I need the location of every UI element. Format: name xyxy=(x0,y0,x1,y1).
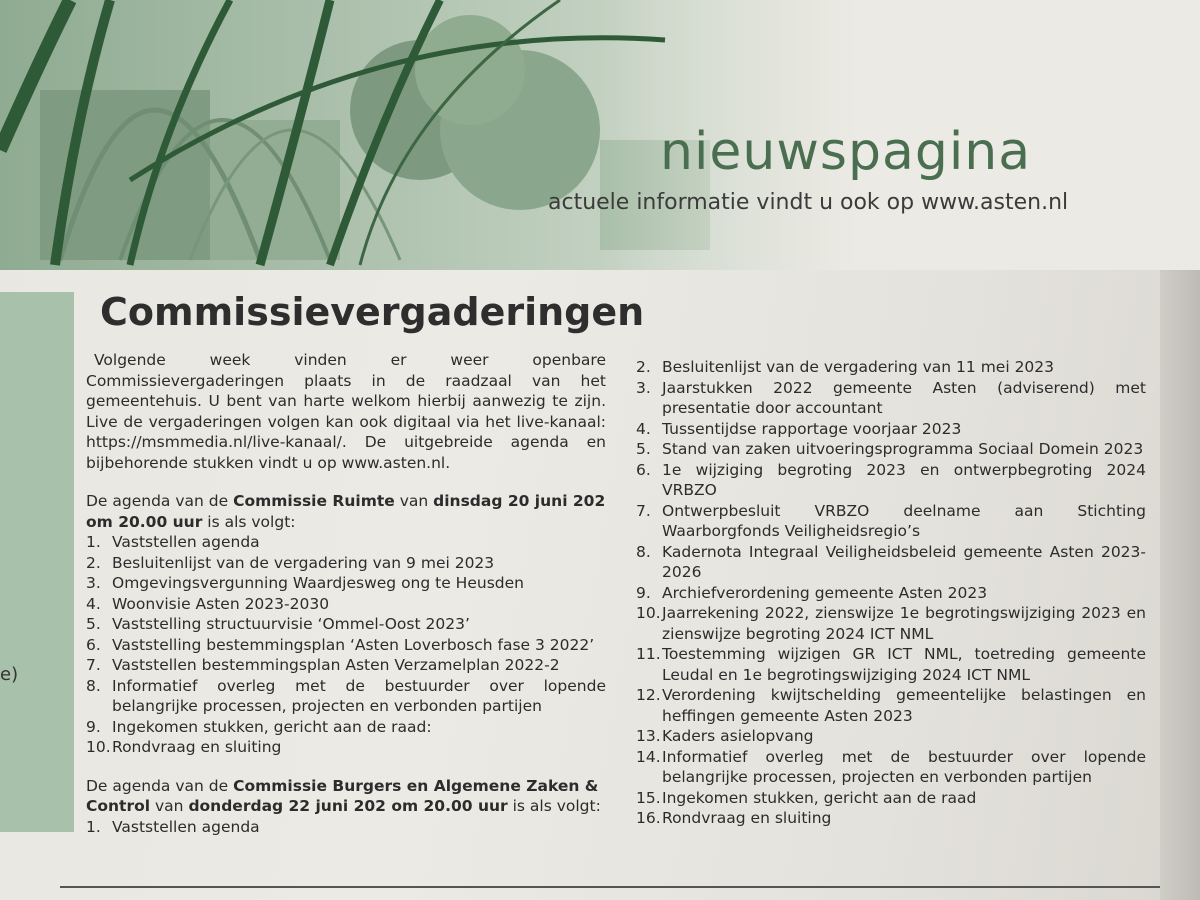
agenda-item-number: 6. xyxy=(86,635,101,654)
agenda-item-text: Jaarstukken 2022 gemeente Asten (adviserend) met presentatie door accountant xyxy=(662,378,1146,417)
agenda-item-text: Archiefverordening gemeente Asten 2023 xyxy=(662,583,988,602)
agenda-item xyxy=(86,737,606,758)
agenda-item-text: Verordening kwijtschelding gemeentelijke belastingen en heffingen gemeente Asten 2023 xyxy=(662,686,1146,725)
agenda-item-text: 1e wijziging begroting 2023 en ontwerpbegroting 2024 VRBZO xyxy=(662,460,1146,499)
burgers-date: donderdag 22 juni 202 om 20.00 uur xyxy=(188,797,508,815)
ruimte-intro-mid: van xyxy=(394,492,434,510)
burgers-intro-post: is als volgt: xyxy=(507,797,601,815)
agenda-item-text: Omgevingsvergunning Waardjesweg ong te Heusden xyxy=(112,574,524,592)
agenda-item xyxy=(86,655,606,676)
agenda-item-number: 6. xyxy=(636,460,651,479)
burgers-intro-pre: De agenda van de xyxy=(86,776,234,795)
agenda-item-number: 16. xyxy=(636,809,661,827)
agenda-item-number: 8. xyxy=(86,676,101,695)
agenda-item xyxy=(636,357,1146,378)
agenda-item-text: Informatief overleg met de bestuurder over lopende belangrijke processen, projecten en verbonden partijen xyxy=(112,676,606,715)
agenda-item-text: Woonvisie Asten 2023-2030 xyxy=(112,594,330,613)
column-left xyxy=(86,350,606,837)
agenda-item xyxy=(86,676,606,717)
ruimte-commission-name: Commissie Ruimte xyxy=(233,492,395,510)
agenda-item xyxy=(636,419,1146,440)
burgers-agenda-list-continued xyxy=(636,357,1146,829)
agenda-item-number: 13. xyxy=(636,727,661,745)
agenda-item-text: Vaststelling structuurvisie ‘Ommel-Oost 2023’ xyxy=(112,615,470,633)
ruimte-date: dinsdag 20 juni 202 om 20.00 uur xyxy=(86,492,606,531)
agenda-item-number: 11. xyxy=(636,645,661,663)
agenda-item-text: Ontwerpbesluit VRBZO deelname aan Stichting Waarborgfonds Veiligheidsregio’s xyxy=(662,501,1146,540)
brand-tagline: actuele informatie vindt u ook op www.asten.nl xyxy=(548,190,1069,215)
agenda-item-text: Vaststellen bestemmingsplan Asten Verzamelplan 2022-2 xyxy=(112,656,560,674)
header-banner xyxy=(0,0,1200,270)
intro-paragraph: Volgende week vinden er weer openbare Commissievergaderingen plaats in de raadzaal van het gemeentehuis. U bent van harte welkom hierbij aanwezig te zijn. Live de vergaderingen volgen kan ook digitaal via het live-kanaal: https://msmmedia.nl/live-kanaal/. De uitgebreide agenda en bijbehorende stukken vindt u op www.asten.nl. xyxy=(86,351,606,472)
agenda-item-text: Vaststellen agenda xyxy=(112,817,260,836)
agenda-item-number: 9. xyxy=(636,583,651,602)
article-title: Commissievergaderingen xyxy=(100,290,645,334)
agenda-item xyxy=(636,460,1146,501)
agenda-item-text: Ingekomen stukken, gericht aan de raad xyxy=(662,788,977,807)
agenda-item-number: 7. xyxy=(86,656,101,674)
burgers-commission-name: Commissie Burgers en Algemene Zaken & Control xyxy=(86,776,599,815)
agenda-item-number: 8. xyxy=(636,542,651,561)
agenda-item xyxy=(636,788,1146,809)
agenda-item-text: Informatief overleg met de bestuurder over lopende belangrijke processen, projecten en verbonden partijen xyxy=(662,747,1146,786)
agenda-item xyxy=(636,644,1146,685)
agenda-item-text: Toestemming wijzigen GR ICT NML, toetreding gemeente Leudal en 1e begrotingswijziging 2024 ICT NML xyxy=(662,645,1146,684)
agenda-item-text: Kadernota Integraal Veiligheidsbeleid gemeente Asten 2023-2026 xyxy=(662,542,1146,581)
agenda-item-number: 5. xyxy=(86,615,101,633)
bottom-rule xyxy=(60,886,1160,888)
agenda-item xyxy=(636,583,1146,604)
agenda-item xyxy=(636,808,1146,829)
ruimte-agenda-list xyxy=(86,532,606,758)
left-sidebar xyxy=(0,292,74,832)
agenda-item xyxy=(86,594,606,615)
agenda-item-number: 7. xyxy=(636,501,651,520)
agenda-item xyxy=(636,603,1146,644)
agenda-item xyxy=(86,614,606,635)
brand-title: nieuwspagina xyxy=(660,122,1032,182)
burgers-intro xyxy=(86,776,606,817)
agenda-item-number: 2. xyxy=(86,553,101,572)
agenda-item-number: 4. xyxy=(636,419,651,438)
sidebar-fragment: e) xyxy=(0,664,19,685)
agenda-item xyxy=(636,747,1146,788)
agenda-item-text: Vaststellen agenda xyxy=(112,533,260,551)
agenda-item xyxy=(636,501,1146,542)
agenda-item xyxy=(86,717,606,738)
agenda-item xyxy=(86,635,606,656)
agenda-item-text: Tussentijdse rapportage voorjaar 2023 xyxy=(662,419,962,438)
agenda-item-number: 4. xyxy=(86,594,101,613)
agenda-item xyxy=(636,439,1146,460)
agenda-item-text: Stand van zaken uitvoeringsprogramma Sociaal Domein 2023 xyxy=(662,440,1144,458)
agenda-item-number: 10. xyxy=(636,604,661,622)
agenda-item-number: 5. xyxy=(636,440,651,458)
agenda-item xyxy=(636,685,1146,726)
agenda-item-number: 9. xyxy=(86,717,101,736)
agenda-item xyxy=(86,817,606,838)
agenda-item-number: 1. xyxy=(86,817,101,836)
agenda-item-text: Rondvraag en sluiting xyxy=(662,809,832,827)
agenda-item-number: 3. xyxy=(86,574,101,592)
agenda-item xyxy=(636,726,1146,747)
agenda-item xyxy=(86,532,606,553)
agenda-item-number: 12. xyxy=(636,686,661,704)
agenda-item xyxy=(86,553,606,574)
agenda-item xyxy=(86,573,606,594)
ruimte-intro xyxy=(86,491,606,532)
agenda-item-text: Jaarrekening 2022, zienswijze 1e begrotingswijziging 2023 en zienswijze begroting 2024 ICT NML xyxy=(662,604,1146,643)
agenda-item-text: Vaststelling bestemmingsplan ‘Asten Loverbosch fase 3 2022’ xyxy=(112,635,595,654)
agenda-item-number: 3. xyxy=(636,378,651,397)
agenda-item-text: Ingekomen stukken, gericht aan de raad: xyxy=(112,717,432,736)
ruimte-intro-post: is als volgt: xyxy=(202,512,296,531)
burgers-agenda-list-start xyxy=(86,817,606,838)
agenda-item-number: 1. xyxy=(86,533,101,551)
column-right xyxy=(636,357,1146,829)
agenda-item-number: 15. xyxy=(636,788,661,807)
agenda-item xyxy=(636,542,1146,583)
agenda-item-number: 14. xyxy=(636,747,661,766)
agenda-item-text: Besluitenlijst van de vergadering van 9 mei 2023 xyxy=(112,553,495,572)
burgers-intro-mid: van xyxy=(150,797,189,815)
agenda-item-text: Kaders asielopvang xyxy=(662,727,814,745)
agenda-item-number: 2. xyxy=(636,358,651,376)
agenda-item-text: Rondvraag en sluiting xyxy=(112,738,282,756)
ruimte-intro-pre: De agenda van de xyxy=(86,492,234,510)
agenda-item-number: 10. xyxy=(86,738,111,756)
agenda-item-text: Besluitenlijst van de vergadering van 11 mei 2023 xyxy=(662,358,1055,376)
agenda-item xyxy=(636,378,1146,419)
